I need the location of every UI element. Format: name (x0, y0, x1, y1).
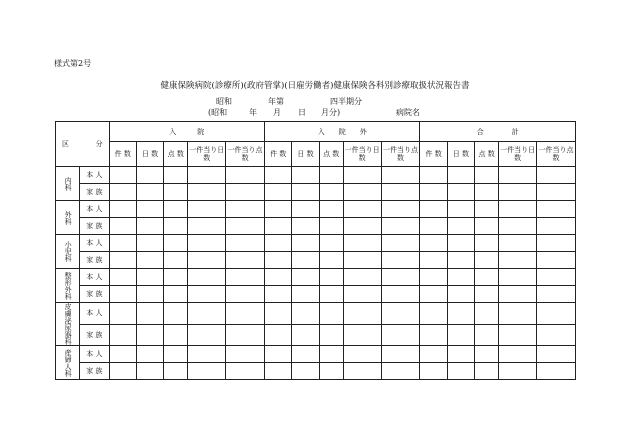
table-row (56, 201, 576, 218)
data-cell (420, 286, 447, 303)
data-cell (420, 324, 447, 346)
data-cell (420, 235, 447, 252)
department-label (56, 235, 80, 269)
data-cell (381, 346, 420, 363)
data-cell (292, 363, 319, 380)
data-cell (136, 303, 163, 325)
data-cell (343, 269, 381, 286)
data-cell (475, 201, 499, 218)
data-cell (420, 184, 447, 201)
data-cell (188, 252, 226, 269)
data-cell (265, 286, 292, 303)
data-cell (343, 252, 381, 269)
data-cell (109, 363, 136, 380)
sub-header-row (56, 142, 576, 167)
group-total: 合 計 (420, 122, 576, 142)
data-cell (499, 324, 537, 346)
department-name: 皮膚泌尿器科 (64, 303, 73, 345)
data-cell (164, 346, 188, 363)
data-cell (292, 269, 319, 286)
data-cell (536, 167, 575, 184)
table-row (56, 363, 576, 380)
data-cell (188, 346, 226, 363)
data-cell (475, 235, 499, 252)
department-name: 外科 (64, 210, 73, 225)
data-cell (420, 167, 447, 184)
data-cell (226, 303, 265, 325)
group-outpatient: 入 院 外 (265, 122, 420, 142)
data-cell (420, 303, 447, 325)
data-cell (319, 303, 343, 325)
data-cell (343, 286, 381, 303)
data-cell (381, 324, 420, 346)
data-cell (265, 167, 292, 184)
data-cell (475, 286, 499, 303)
data-cell (136, 252, 163, 269)
table-row (56, 303, 576, 325)
patient-type-label: 本 人 (80, 167, 109, 184)
data-cell (475, 363, 499, 380)
data-cell (420, 201, 447, 218)
data-cell (319, 286, 343, 303)
data-cell (536, 324, 575, 346)
data-cell (136, 184, 163, 201)
subheader-points-per-case: 一件当り点 数 (536, 142, 575, 167)
data-cell (226, 201, 265, 218)
data-cell (420, 269, 447, 286)
data-cell (164, 286, 188, 303)
data-cell (499, 286, 537, 303)
data-cell (447, 346, 474, 363)
data-cell (188, 363, 226, 380)
data-cell (536, 269, 575, 286)
data-cell (499, 218, 537, 235)
data-cell (381, 286, 420, 303)
patient-type-label: 本 人 (80, 303, 109, 325)
data-cell (319, 184, 343, 201)
data-cell (475, 184, 499, 201)
data-cell (292, 201, 319, 218)
data-cell (188, 218, 226, 235)
patient-type-label: 家 族 (80, 184, 109, 201)
data-cell (226, 184, 265, 201)
data-cell (343, 201, 381, 218)
data-cell (447, 184, 474, 201)
data-cell (109, 252, 136, 269)
data-cell (381, 303, 420, 325)
data-cell (447, 269, 474, 286)
data-cell (343, 167, 381, 184)
patient-type-label: 本 人 (80, 269, 109, 286)
data-cell (447, 218, 474, 235)
data-cell (292, 346, 319, 363)
subheader-count: 件 数 (265, 142, 292, 167)
patient-type-label: 本 人 (80, 201, 109, 218)
data-cell (536, 235, 575, 252)
data-cell (226, 235, 265, 252)
department-label (56, 346, 80, 380)
data-cell (136, 167, 163, 184)
data-cell (265, 184, 292, 201)
data-cell (188, 235, 226, 252)
data-cell (226, 324, 265, 346)
data-cell (164, 184, 188, 201)
table-row (56, 218, 576, 235)
data-cell (292, 184, 319, 201)
data-cell (109, 184, 136, 201)
data-cell (319, 218, 343, 235)
department-name: 小児科 (64, 241, 73, 262)
data-cell (265, 363, 292, 380)
data-cell (319, 201, 343, 218)
data-cell (343, 346, 381, 363)
header-kubun (56, 122, 110, 167)
data-cell (381, 201, 420, 218)
data-cell (136, 346, 163, 363)
data-cell (447, 201, 474, 218)
data-cell (381, 252, 420, 269)
data-cell (136, 363, 163, 380)
data-cell (447, 252, 474, 269)
data-cell (536, 286, 575, 303)
data-cell (188, 303, 226, 325)
data-cell (292, 167, 319, 184)
header-kubun-right: 分 (95, 140, 103, 148)
department-label (56, 201, 80, 235)
subheader-points-per-case: 一件当り点 数 (226, 142, 265, 167)
department-label (56, 303, 80, 346)
table-row (56, 252, 576, 269)
data-cell (475, 324, 499, 346)
data-cell (499, 184, 537, 201)
patient-type-label: 家 族 (80, 286, 109, 303)
data-cell (447, 324, 474, 346)
data-cell (109, 324, 136, 346)
data-cell (265, 218, 292, 235)
subheader-count: 件 数 (109, 142, 136, 167)
data-cell (164, 303, 188, 325)
subheader-days: 日 数 (136, 142, 163, 167)
data-cell (226, 252, 265, 269)
data-cell (499, 201, 537, 218)
data-cell (343, 235, 381, 252)
data-cell (188, 269, 226, 286)
data-cell (319, 363, 343, 380)
subheader-points-per-case: 一件当り点 数 (381, 142, 420, 167)
data-cell (164, 363, 188, 380)
header-kubun-left: 区 (62, 140, 69, 148)
data-cell (499, 235, 537, 252)
report-table (55, 121, 576, 380)
data-cell (164, 252, 188, 269)
subheader-points: 点 数 (475, 142, 499, 167)
hospital-name-label: 病院名 (396, 108, 420, 117)
department-name: 整形外科 (64, 271, 73, 300)
subheader-days-per-case: 一件当り日 数 (499, 142, 537, 167)
data-cell (265, 324, 292, 346)
data-cell (536, 218, 575, 235)
data-cell (164, 218, 188, 235)
table-row (56, 324, 576, 346)
data-cell (226, 363, 265, 380)
data-cell (136, 269, 163, 286)
data-cell (319, 167, 343, 184)
data-cell (109, 286, 136, 303)
data-cell (292, 218, 319, 235)
data-cell (447, 363, 474, 380)
patient-type-label: 本 人 (80, 235, 109, 252)
data-cell (265, 201, 292, 218)
data-cell (136, 286, 163, 303)
data-cell (292, 235, 319, 252)
data-cell (343, 303, 381, 325)
period-year-label: 年第 (268, 97, 284, 106)
department-label (56, 167, 80, 201)
data-cell (343, 184, 381, 201)
data-cell (188, 167, 226, 184)
department-name: 産婦人科 (64, 348, 73, 377)
period-era: 昭和 (216, 97, 232, 106)
data-cell (536, 184, 575, 201)
group-inpatient: 入 院 (109, 122, 264, 142)
data-cell (475, 252, 499, 269)
data-cell (164, 167, 188, 184)
data-cell (499, 363, 537, 380)
data-cell (319, 269, 343, 286)
data-cell (381, 167, 420, 184)
data-cell (109, 235, 136, 252)
data-cell (319, 252, 343, 269)
data-cell (536, 201, 575, 218)
data-cell (226, 346, 265, 363)
data-cell (188, 286, 226, 303)
data-cell (343, 218, 381, 235)
data-cell (319, 235, 343, 252)
data-cell (381, 363, 420, 380)
data-cell (420, 252, 447, 269)
data-cell (265, 252, 292, 269)
data-cell (475, 167, 499, 184)
table-row (56, 167, 576, 184)
department-label (56, 269, 80, 303)
table-row (56, 269, 576, 286)
table-row (56, 235, 576, 252)
period-close: 月分) (321, 108, 341, 117)
data-cell (420, 346, 447, 363)
data-cell (226, 286, 265, 303)
data-cell (109, 218, 136, 235)
data-cell (292, 324, 319, 346)
data-cell (343, 324, 381, 346)
data-cell (226, 167, 265, 184)
data-cell (499, 346, 537, 363)
data-cell (499, 269, 537, 286)
data-cell (265, 235, 292, 252)
data-cell (292, 303, 319, 325)
data-cell (136, 201, 163, 218)
period-day: 日 (298, 108, 306, 117)
data-cell (136, 235, 163, 252)
period-year: 年 (249, 108, 257, 117)
data-cell (420, 218, 447, 235)
data-cell (265, 346, 292, 363)
data-cell (164, 201, 188, 218)
data-cell (226, 269, 265, 286)
data-cell (536, 252, 575, 269)
data-cell (343, 363, 381, 380)
subheader-days: 日 数 (447, 142, 474, 167)
form-number: 様式第2号 (54, 59, 92, 68)
data-cell (381, 269, 420, 286)
data-cell (136, 218, 163, 235)
data-cell (109, 201, 136, 218)
table-row (56, 184, 576, 201)
data-cell (265, 269, 292, 286)
data-cell (164, 235, 188, 252)
data-cell (164, 324, 188, 346)
data-cell (188, 184, 226, 201)
table-row (56, 286, 576, 303)
subheader-points: 点 数 (164, 142, 188, 167)
subheader-days-per-case: 一件当り日 数 (188, 142, 226, 167)
period-month: 月 (273, 108, 281, 117)
patient-type-label: 本 人 (80, 346, 109, 363)
data-cell (319, 324, 343, 346)
patient-type-label: 家 族 (80, 324, 109, 346)
subheader-count: 件 数 (420, 142, 447, 167)
data-cell (381, 184, 420, 201)
patient-type-label: 家 族 (80, 252, 109, 269)
table-body (56, 167, 576, 380)
period-quarter-label: 四半期分 (330, 97, 362, 106)
subheader-days: 日 数 (292, 142, 319, 167)
data-cell (188, 201, 226, 218)
subheader-days-per-case: 一件当り日 数 (343, 142, 381, 167)
data-cell (499, 167, 537, 184)
period-open-era: (昭和 (208, 108, 228, 117)
data-cell (499, 252, 537, 269)
data-cell (475, 303, 499, 325)
data-cell (109, 346, 136, 363)
data-cell (136, 324, 163, 346)
data-cell (499, 303, 537, 325)
data-cell (109, 269, 136, 286)
table-row (56, 346, 576, 363)
data-cell (381, 235, 420, 252)
data-cell (188, 324, 226, 346)
data-cell (447, 286, 474, 303)
data-cell (292, 252, 319, 269)
data-cell (226, 218, 265, 235)
data-cell (475, 218, 499, 235)
data-cell (292, 286, 319, 303)
data-cell (475, 269, 499, 286)
data-cell (447, 235, 474, 252)
patient-type-label: 家 族 (80, 363, 109, 380)
data-cell (109, 167, 136, 184)
document-title: 健康保険病院(診療所)(政府管掌)(日雇労働者)健康保険各科別診療取扱状況報告書 (160, 81, 470, 91)
data-cell (420, 363, 447, 380)
data-cell (381, 218, 420, 235)
patient-type-label: 家 族 (80, 218, 109, 235)
data-cell (319, 346, 343, 363)
data-cell (536, 363, 575, 380)
data-cell (447, 303, 474, 325)
data-cell (536, 346, 575, 363)
data-cell (475, 346, 499, 363)
data-cell (164, 269, 188, 286)
data-cell (447, 167, 474, 184)
data-cell (536, 303, 575, 325)
data-cell (265, 303, 292, 325)
data-cell (109, 303, 136, 325)
department-name: 内科 (64, 176, 73, 191)
subheader-points: 点 数 (319, 142, 343, 167)
